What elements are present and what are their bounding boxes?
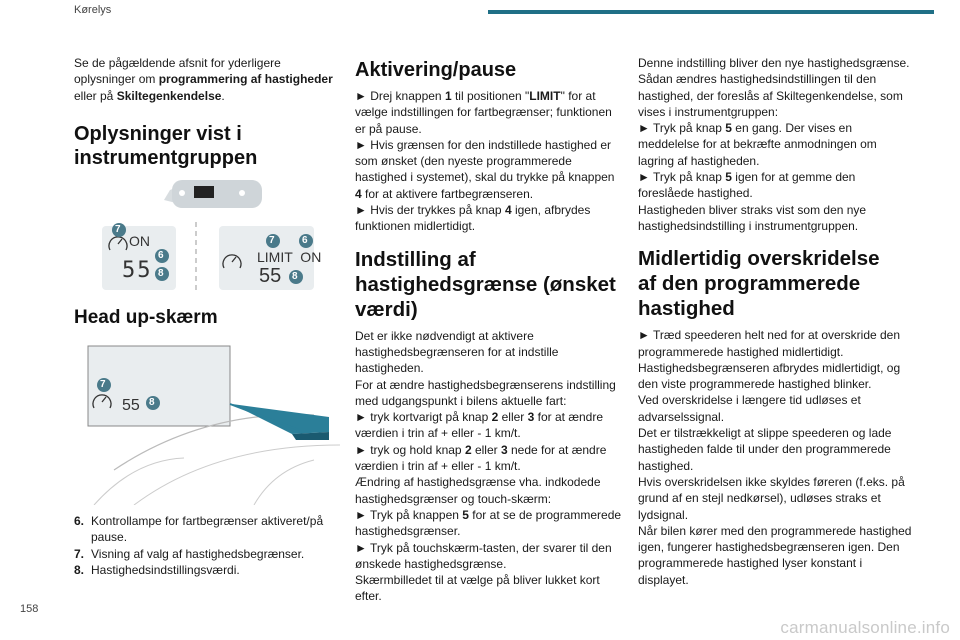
callout-8: 8 bbox=[158, 268, 164, 279]
intro-paragraph: Se de pågældende afsnit for yderligere oplysninger om programmering af hastigheder eller på Skiltegenkendelse. bbox=[74, 56, 333, 103]
column-middle bbox=[355, 58, 622, 605]
legend-item: 8. Hastighedsindstillingsværdi. bbox=[74, 562, 240, 577]
figure-legend bbox=[74, 513, 340, 578]
step-text: ► Tryk på knap 5 en gang. Der vises en meddelelse for at bekræfte anmodningen om lagring af hastigheden. bbox=[638, 121, 877, 168]
body-text: Sådan ændres hastighedsindstillingen til den hastighed, der foreslås af Skiltegenkendelse, som vises i instrumentgruppen: bbox=[638, 72, 903, 119]
on-label: ON bbox=[129, 233, 150, 249]
callout-7: 7 bbox=[269, 235, 275, 246]
activation-step-2: ► Hvis grænsen for den indstillede hastighed er som ønsket (den nyeste programmerede hastighed i systemet), skal du trykke på knappen 4 for at aktivere fartbegrænseren. bbox=[355, 137, 615, 201]
callout-7: 7 bbox=[115, 224, 121, 235]
setting-text: Skærmbilledet til at vælge på bliver lukket kort efter. bbox=[355, 573, 600, 604]
page-number: 158 bbox=[20, 603, 39, 615]
heading-speed-setting: Indstilling af hastighedsgrænse (ønsket værdi) bbox=[355, 247, 616, 321]
setting-step: ► tryk og hold knap 2 eller 3 nede for at ændre værdien i trin af + eller - 1 km/t. bbox=[355, 442, 607, 474]
callout-6: 6 bbox=[302, 235, 308, 246]
setting-text: Ændring af hastighedsgrænse vha. indkodede hastighedsgrænser og touch-skærm: bbox=[355, 475, 601, 506]
instrument-cluster-figure bbox=[74, 178, 340, 298]
body-text: Ved overskridelse i længere tid udløses et advarselssignal. bbox=[638, 393, 861, 424]
heading-activation: Aktivering/pause bbox=[355, 59, 517, 81]
activation-step-3: ► Hvis der trykkes på knap 4 igen, afbrydes funktionen midlertidigt. bbox=[355, 203, 591, 234]
heading-headup: Head up-skærm bbox=[74, 307, 218, 328]
callout-8: 8 bbox=[292, 271, 298, 282]
callout-7: 7 bbox=[100, 379, 106, 390]
speed-value-dashed: 55 bbox=[122, 258, 153, 283]
activation-step-1: ► Drej knappen 1 til positionen "LIMIT" for at vælge indstillingen for fartbegrænser; funktionen er på pause. bbox=[355, 89, 612, 136]
column-left bbox=[74, 55, 340, 170]
body-text: Hastigheden bliver straks vist som den nye hastighedsindstilling i instrumentgruppen. bbox=[638, 202, 867, 233]
legend-item: 7. Visning af valg af hastighedsbegrænser. bbox=[74, 546, 305, 561]
body-text: ► Træd speederen helt ned for at overskride den programmerede hastighed midlertidigt. bbox=[638, 328, 901, 359]
limit-on-label: LIMIT ON bbox=[257, 249, 322, 265]
setting-text: Det er ikke nødvendigt at aktivere hastighedsbegrænseren for at indstille hastigheden. bbox=[355, 328, 559, 376]
column-right bbox=[638, 55, 912, 588]
body-text: Denne indstilling bliver den nye hastighedsgrænse. bbox=[638, 56, 910, 70]
setting-step: ► tryk kortvarigt på knap 2 eller 3 for at ændre værdien i trin af + eller - 1 km/t. bbox=[355, 410, 604, 441]
heading-exceed: Midlertidig overskridelse af den programmerede hastighed bbox=[638, 247, 880, 321]
body-text: Det er tilstrækkeligt at slippe speederen og lade hastigheden falde til under den programmerede hastighed. bbox=[638, 426, 892, 473]
body-text: Når bilen kører med den programmerede hastighed igen, fungerer hastighedsbegrænseren igen. Den programmerede hastighed lyser konstant i displayet. bbox=[638, 523, 912, 587]
setting-text: For at ændre hastighedsbegrænserens indstilling med udgangspunkt i bilens aktuelle fart: bbox=[355, 377, 616, 408]
speed-value: 55 bbox=[259, 265, 282, 287]
callout-8: 8 bbox=[149, 397, 155, 408]
watermark: carmanualsonline.info bbox=[780, 618, 950, 637]
legend-item: 6. Kontrollampe for fartbegrænser aktiveret/på pause. bbox=[74, 514, 324, 545]
callout-6: 6 bbox=[158, 250, 164, 261]
step-text: ► Tryk på knap 5 igen for at gemme den foreslåede hastighed. bbox=[638, 170, 856, 201]
running-header: Kørelys bbox=[74, 4, 112, 16]
heading-instrument: Oplysninger vist i instrumentgruppen bbox=[74, 122, 258, 169]
header-accent-bar bbox=[488, 10, 934, 14]
body-text: Hvis overskridelsen ikke skyldes føreren (f.eks. på grund af en stejl nedkørsel), udløses straks et lydsignal. bbox=[638, 474, 905, 522]
setting-step: ► Tryk på knappen 5 for at se de programmerede hastighedsgrænser. bbox=[355, 507, 622, 539]
body-text: Hastighedsbegrænseren afbrydes midlertidigt, og den viste programmerede hastighed blinker. bbox=[638, 360, 901, 392]
headup-display-figure bbox=[74, 340, 340, 505]
setting-step: ► Tryk på touchskærm-tasten, der svarer til den ønskede hastighedsgrænse. bbox=[355, 540, 612, 571]
headup-speed-value: 55 bbox=[122, 397, 140, 414]
